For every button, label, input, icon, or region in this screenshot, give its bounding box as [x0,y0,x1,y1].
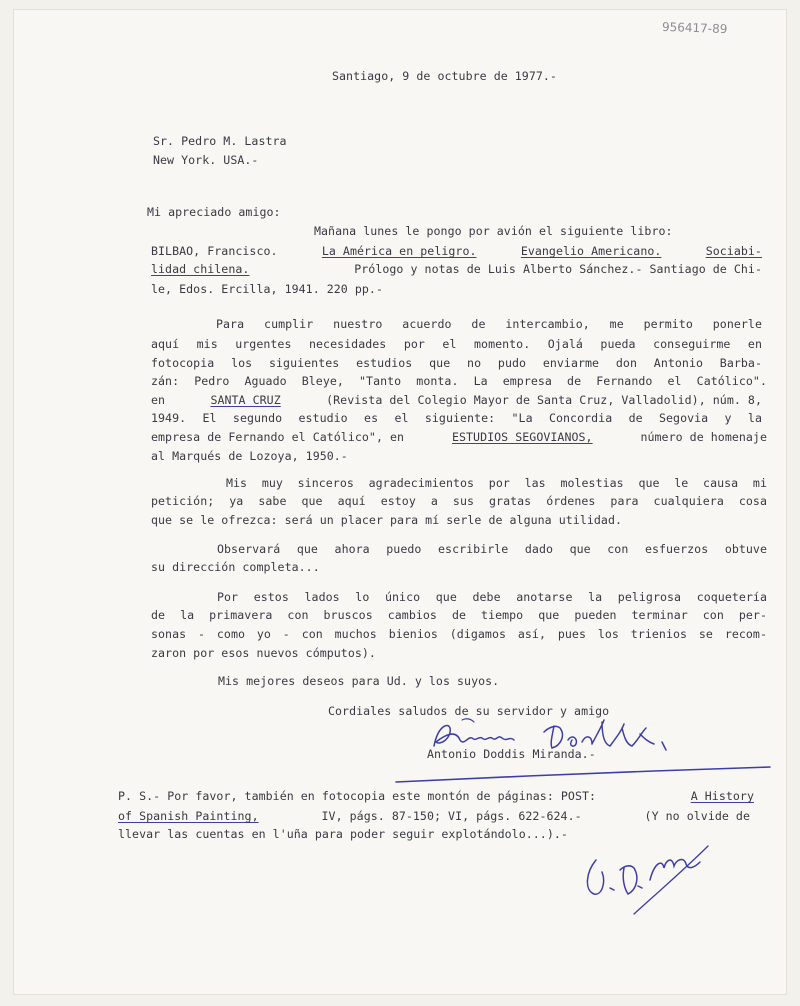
p2-line-5-c: (Revista del Colegio Mayor de Santa Cruz, Valladolid), núm. 8, [326,393,762,407]
journal-estudios-segovianos: ESTUDIOS SEGOVIANOS, [451,430,593,444]
p1-line-3 [151,262,762,276]
ps-pages: IV, págs. 87-150; VI, págs. 622-624.- [321,809,582,823]
p2-line-3: fotocopia los siguientes estudios que no pudo enviarme don Antonio Barba- [151,356,762,370]
p2-line-7-c: número de homenaje [640,430,767,444]
p4-line-1: Observará que ahora puedo escribirle dado que con esfuerzos obtuve [217,542,767,556]
recipient-name: Sr. Pedro M. Lastra [153,134,287,148]
p2-line-5 [151,393,762,407]
ps-line-1 [118,789,754,803]
book-title-3-end: lidad chilena. [151,262,250,276]
p2-line-4: zán: Pedro Aguado Bleye, "Tanto monta. La empresa de Fernando el Católico". [151,374,767,388]
signer-name: Antonio Doddis Miranda.- [427,747,596,761]
p2-line-1: Para cumplir nuestro acuerdo de intercambio, me permito ponerle [216,317,762,331]
p2-line-8: al Marqués de Lozoya, 1950.- [151,449,348,463]
ps-book-title-start: A History [690,789,754,803]
p2-line-7-a: empresa de Fernando el Católico", en [151,430,405,444]
separator-line [394,764,774,784]
book-title-3-start: Sociabi- [705,244,762,258]
p2-line-7 [151,430,767,444]
book-title-2: Evangelio Americano. [520,244,662,258]
p5-line-4: zaron por esos nuevos cómputos). [151,646,376,660]
p5-line-2: de la primavera con bruscos cambios de tiempo que pueden terminar con per- [151,608,767,622]
p3-line-2: petición; ya sabe que aquí estoy a sus gratas órdenes para cualquiera cosa [151,494,767,508]
p5-line-3: sonas - como yo - con muchos bienios (digamos así, pues los trienios se recom- [151,627,767,641]
ps-line-2 [118,809,750,823]
letter-page [14,10,786,994]
book-prologue: Prólogo y notas de Luis Alberto Sánchez.- Santiago de Chi- [354,262,762,276]
p3-line-3: que se le ofrezca: será un placer para mí serle de alguna utilidad. [151,513,623,527]
recipient-location: New York. USA.- [153,153,259,167]
ps-line-1-a: P. S.- Por favor, también en fotocopia este montón de páginas: POST: [118,789,597,803]
ps-line-2-c: (Y no olvide de [644,809,750,823]
ps-book-title-end: of Spanish Painting, [118,809,259,823]
book-author: BILBAO, Francisco. [151,244,278,258]
p4-line-2: su dirección completa... [151,560,320,574]
p3-line-1: Mis muy sinceros agradecimientos por las molestias que le causa mi [226,476,767,490]
book-title-1: La América en peligro. [321,244,477,258]
place-date: Santiago, 9 de octubre de 1977.- [332,69,557,83]
journal-santa-cruz: SANTA CRUZ [210,393,281,407]
p2-line-6: 1949. El segundo estudio es el siguiente: "La Concordia de Segovia y la [151,411,762,425]
p1-line-4: le, Edos. Ercilla, 1941. 220 pp.- [151,282,383,296]
ps-line-3: llevar las cuentas en l'uña para poder seguir explotándolo...).- [118,827,568,841]
p2-line-5-a: en [151,393,166,407]
p1-line-2 [151,244,762,258]
p6-line: Mis mejores deseos para Ud. y los suyos. [218,674,500,688]
initials-scribble [576,838,726,918]
p5-line-1: Por estos lados lo único que debe anotarse la peligrosa coquetería [217,590,767,604]
archive-number: 956417-89 [661,19,728,37]
p2-line-2: aquí mis urgentes necesidades por el momento. Ojalá pueda conseguirme en [151,337,762,351]
closing: Cordiales saludos de su servidor y amigo [328,704,610,718]
salutation: Mi apreciado amigo: [147,205,281,219]
p1-line-1: Mañana lunes le pongo por avión el siguiente libro: [314,224,673,238]
